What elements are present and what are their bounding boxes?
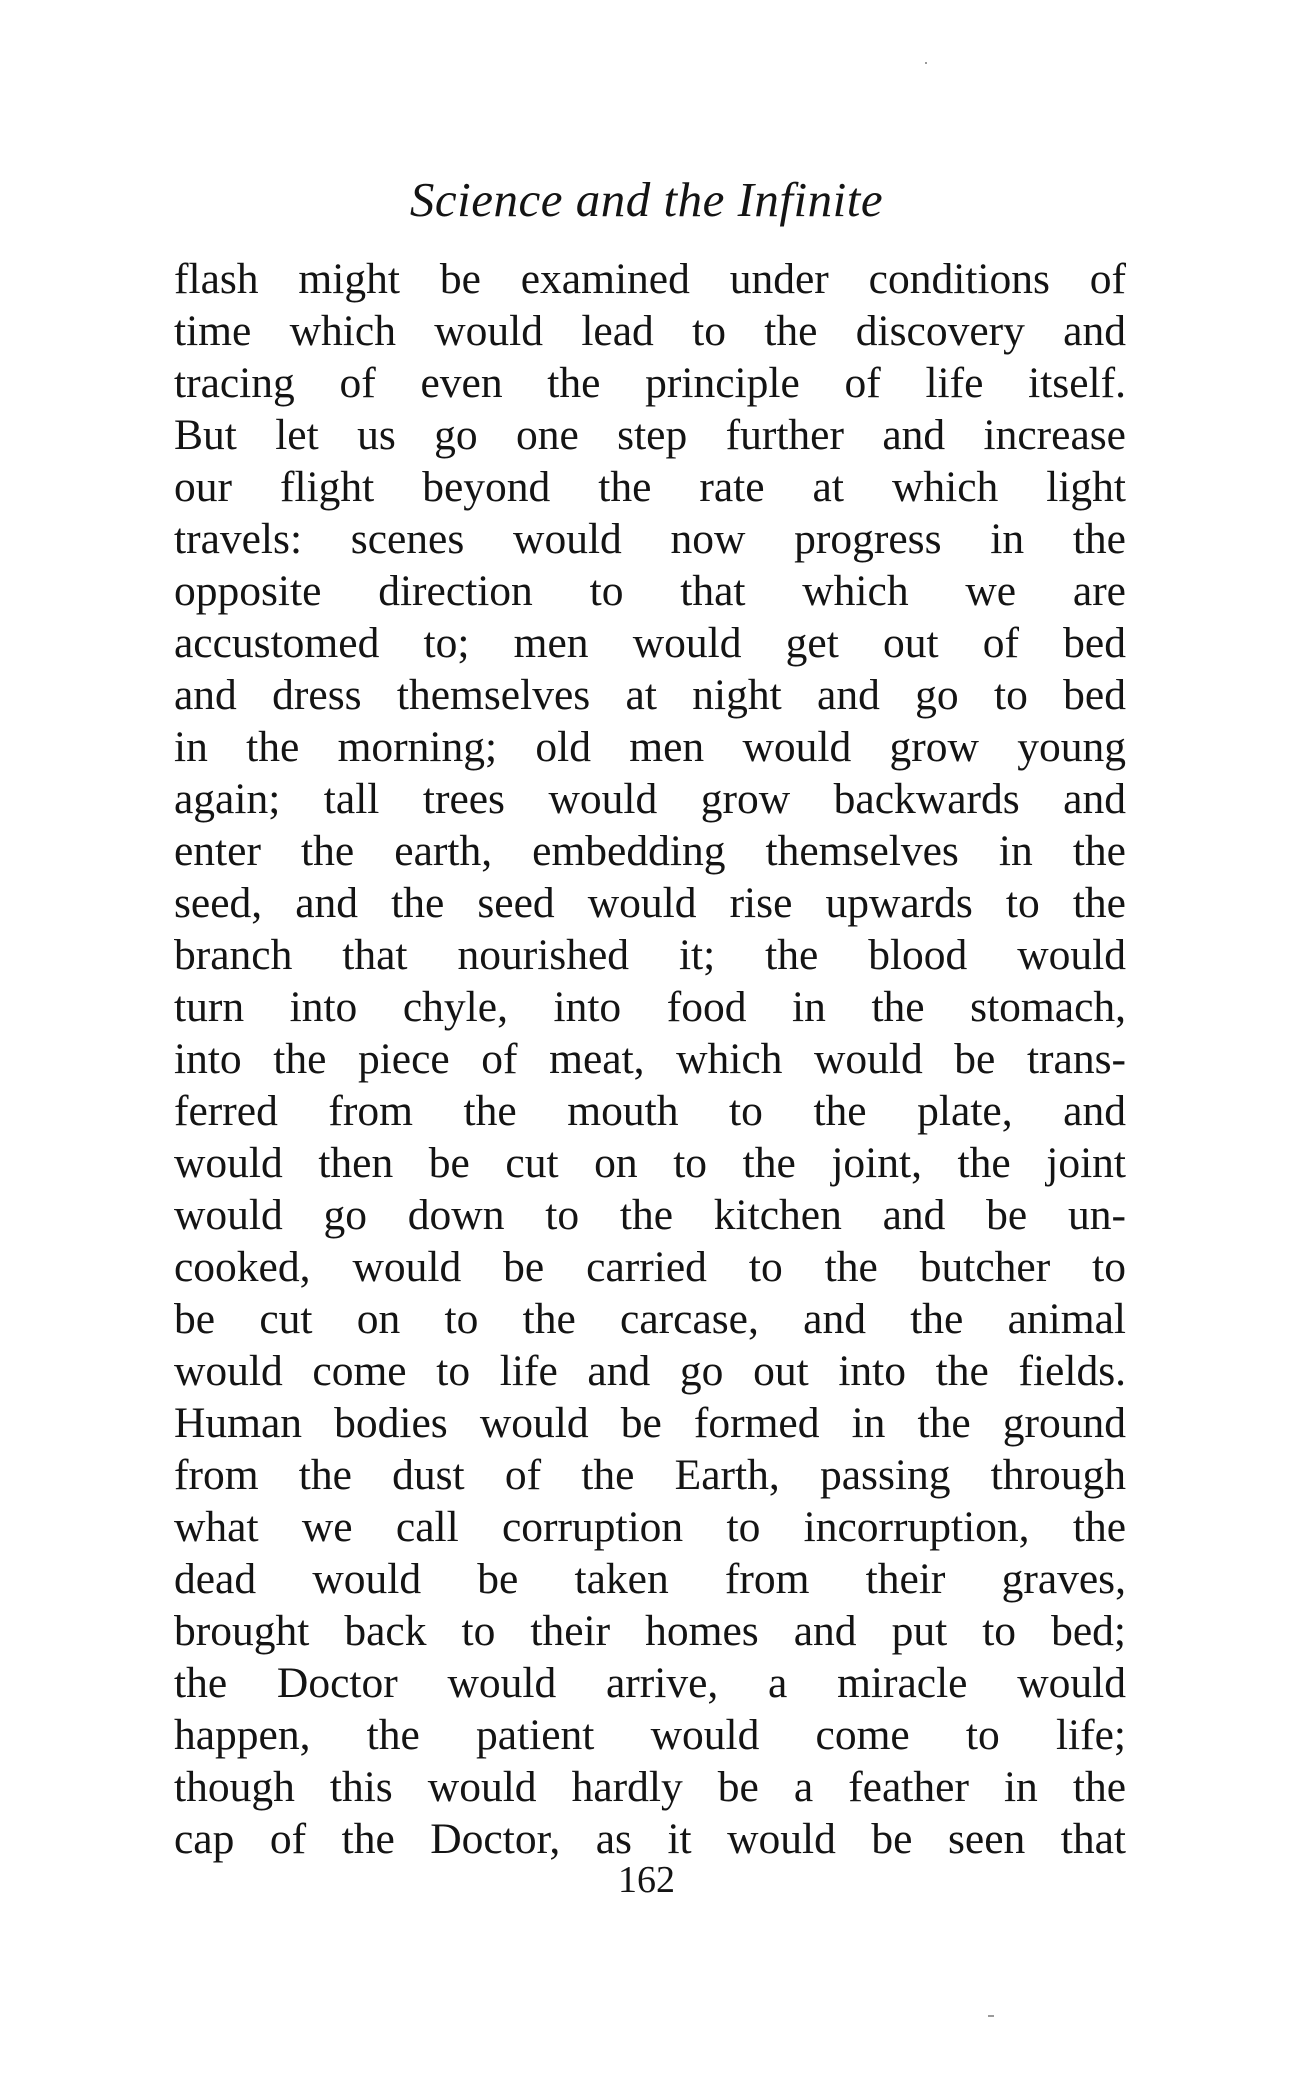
text-line: But let us go one step further and increase [174,411,1126,459]
text-line: into the piece of meat, which would be trans- [174,1035,1126,1083]
text-line: and dress themselves at night and go to bed [174,671,1126,719]
text-line: be cut on to the carcase, and the animal [174,1295,1126,1343]
text-line: dead would be taken from their graves, [174,1555,1126,1603]
text-line: tracing of even the principle of life itself. [174,359,1126,407]
text-line: accustomed to; men would get out of bed [174,619,1126,667]
text-line: cooked, would be carried to the butcher to [174,1243,1126,1291]
text-line: the Doctor would arrive, a miracle would [174,1659,1126,1707]
paper-speck [988,2015,994,2017]
text-line: travels: scenes would now progress in the [174,515,1126,563]
text-line: Human bodies would be formed in the ground [174,1399,1126,1447]
text-line: seed, and the seed would rise upwards to the [174,879,1126,927]
text-line: again; tall trees would grow backwards and [174,775,1126,823]
body-text [174,253,1126,1865]
text-line: time which would lead to the discovery and [174,307,1126,355]
text-line: cap of the Doctor, as it would be seen that [174,1815,1126,1863]
text-line: happen, the patient would come to life; [174,1711,1126,1759]
text-line: flash might be examined under conditions of [174,255,1126,303]
text-line: what we call corruption to incorruption, the [174,1503,1126,1551]
paper-speck [925,62,927,64]
page-number: 162 [618,1859,675,1901]
text-line: our flight beyond the rate at which light [174,463,1126,511]
text-line: from the dust of the Earth, passing through [174,1451,1126,1499]
text-line: turn into chyle, into food in the stomach, [174,983,1126,1031]
text-line: opposite direction to that which we are [174,567,1126,615]
text-line: would then be cut on to the joint, the joint [174,1139,1126,1187]
text-line: would come to life and go out into the fields. [174,1347,1126,1395]
text-line: though this would hardly be a feather in the [174,1763,1126,1811]
text-line: in the morning; old men would grow young [174,723,1126,771]
text-line: would go down to the kitchen and be un- [174,1191,1126,1239]
text-line: brought back to their homes and put to bed; [174,1607,1126,1655]
text-line: branch that nourished it; the blood would [174,931,1126,979]
text-line: ferred from the mouth to the plate, and [174,1087,1126,1135]
running-head: Science and the Infinite [409,172,884,227]
text-line: enter the earth, embedding themselves in the [174,827,1126,875]
